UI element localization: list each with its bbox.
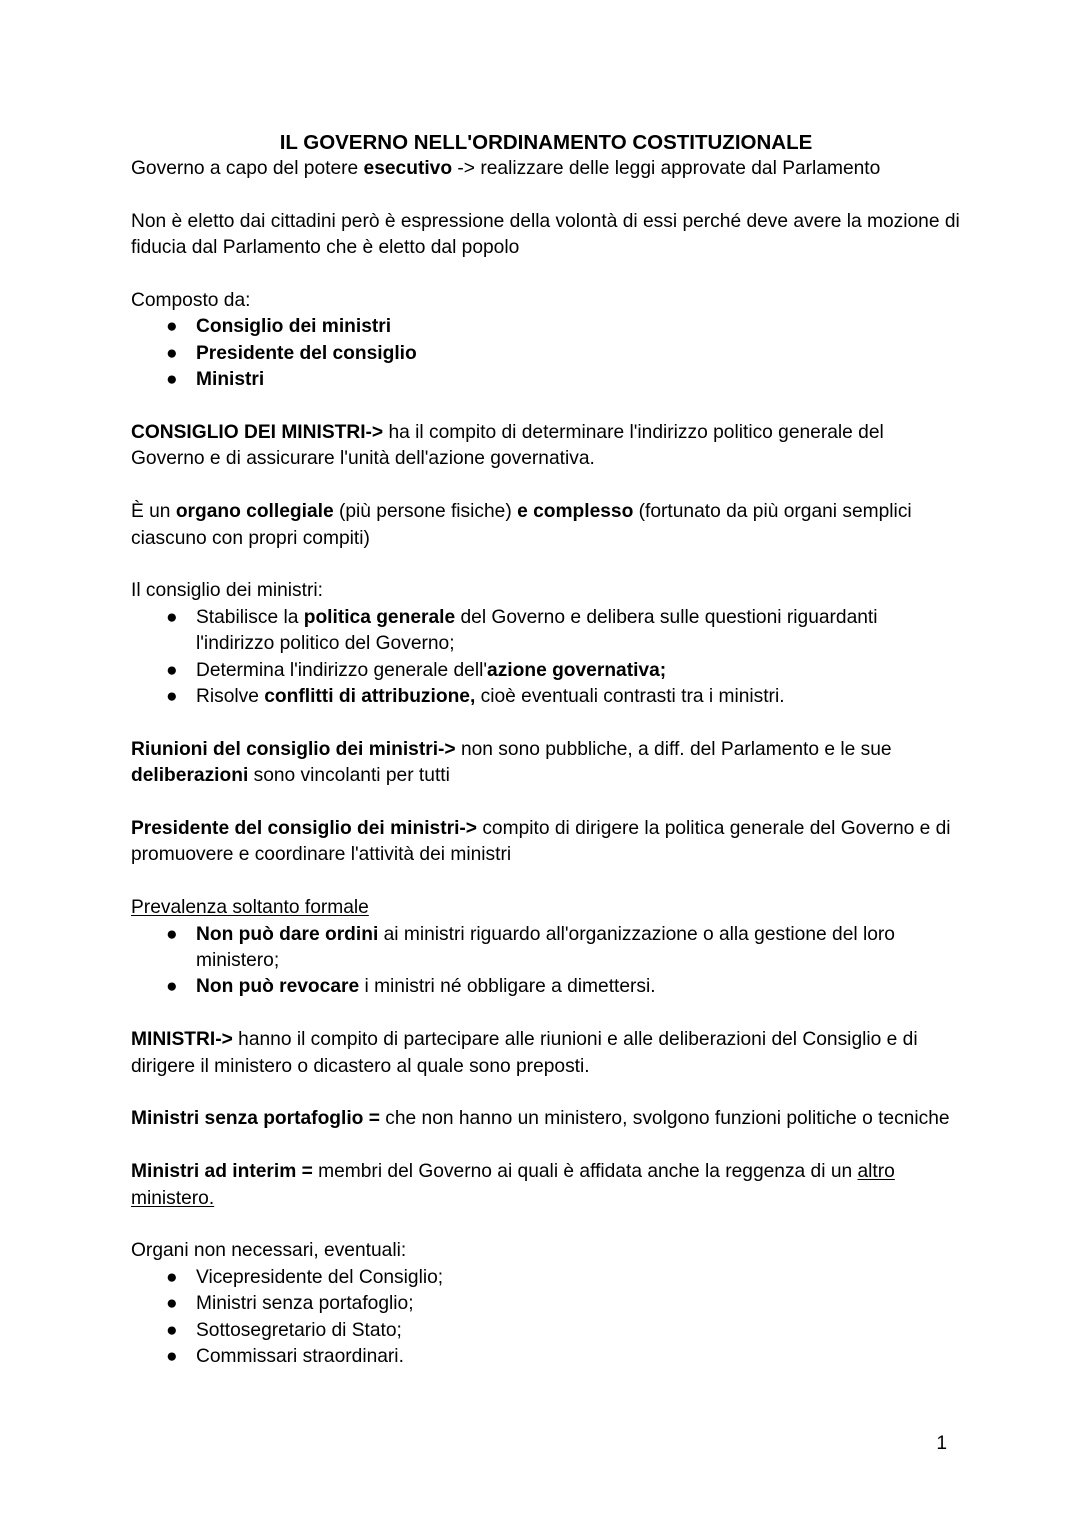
- functions-label: Il consiglio dei ministri:: [131, 580, 323, 602]
- election-paragraph: Non è eletto dai cittadini però è espressione della volontà di essi perché deve avere la mozione di fiducia dal Parlamento che è eletto dal popolo: [131, 210, 960, 259]
- optional-organs-label: Organi non necessari, eventuali:: [131, 1240, 407, 1262]
- bullet-icon: ●: [166, 1266, 178, 1288]
- bullet-icon: ●: [166, 1319, 178, 1341]
- intro-paragraph: Governo a capo del potere esecutivo -> realizzare delle leggi approvate dal Parlamento: [131, 158, 881, 179]
- bullet-icon: ●: [166, 606, 178, 628]
- bullet-icon: ●: [166, 369, 178, 391]
- bullet-icon: ●: [166, 342, 178, 364]
- ministers-paragraph: MINISTRI-> hanno il compito di partecipare alle riunioni e alle deliberazioni del Consiglio e di dirigere il ministero o dicastero al quale sono preposti.: [131, 1029, 918, 1077]
- list-item: ● Consiglio dei ministri: [131, 314, 961, 340]
- bullet-icon: ●: [166, 976, 178, 998]
- list-item: ● Risolve conflitti di attribuzione, cioè eventuali contrasti tra i ministri.: [131, 684, 961, 710]
- optional-organs-list: [131, 1265, 961, 1371]
- bullet-icon: ●: [166, 923, 178, 945]
- list-item: ● Ministri senza portafoglio;: [131, 1291, 961, 1317]
- bullet-icon: ●: [166, 659, 178, 681]
- document-page: [131, 130, 961, 1371]
- page-number: 1: [936, 1433, 947, 1454]
- composition-label: Composto da:: [131, 290, 251, 311]
- list-item: ● Non può dare ordini ai ministri riguardo all'organizzazione o alla gestione del loro ministero;: [166, 923, 895, 972]
- list-item: ● Non può revocare i ministri né obbligare a dimettersi.: [131, 974, 961, 1000]
- functions-list: [131, 605, 961, 711]
- list-item: ● Ministri: [131, 367, 961, 393]
- document-title: IL GOVERNO NELL'ORDINAMENTO COSTITUZIONALE: [279, 131, 813, 154]
- president-paragraph: Presidente del consiglio dei ministri-> compito di dirigere la politica generale del Governo e di promuovere e coordinare l'attività dei ministri: [131, 818, 951, 866]
- list-item: ● Determina l'indirizzo generale dell'azione governativa;: [131, 658, 961, 684]
- without-portfolio-paragraph: Ministri senza portafoglio = che non hanno un ministero, svolgono funzioni politiche o tecniche: [131, 1108, 950, 1130]
- bullet-icon: ●: [166, 316, 178, 338]
- composition-list: [131, 314, 961, 393]
- meetings-paragraph: Riunioni del consiglio dei ministri-> non sono pubbliche, a diff. del Parlamento e le sue deliberazioni sono vincolanti per tutti: [131, 738, 892, 787]
- prevalence-list: [131, 922, 961, 1001]
- list-item: ● Presidente del consiglio: [131, 341, 961, 367]
- bullet-icon: ●: [166, 1293, 178, 1315]
- prevalence-label: Prevalenza soltanto formale: [131, 897, 369, 919]
- list-item: ● Stabilisce la politica generale del Governo e delibera sulle questioni riguardanti l'indirizzo politico del Governo;: [166, 606, 878, 655]
- council-paragraph: CONSIGLIO DEI MINISTRI-> ha il compito di determinare l'indirizzo politico generale del Governo e di assicurare l'unità dell'azione governativa.: [131, 422, 884, 470]
- bullet-icon: ●: [166, 686, 178, 708]
- list-item: ● Vicepresidente del Consiglio;: [131, 1265, 961, 1291]
- organ-paragraph: È un organo collegiale (più persone fisiche) e complesso (fortunato da più organi semplici ciascuno con propri compiti): [131, 501, 912, 549]
- interim-paragraph: Ministri ad interim = membri del Governo ai quali è affidata anche la reggenza di un altro ministero.: [131, 1161, 895, 1209]
- list-item: ● Sottosegretario di Stato;: [131, 1318, 961, 1344]
- list-item: ● Commissari straordinari.: [131, 1344, 961, 1370]
- bullet-icon: ●: [166, 1346, 178, 1368]
